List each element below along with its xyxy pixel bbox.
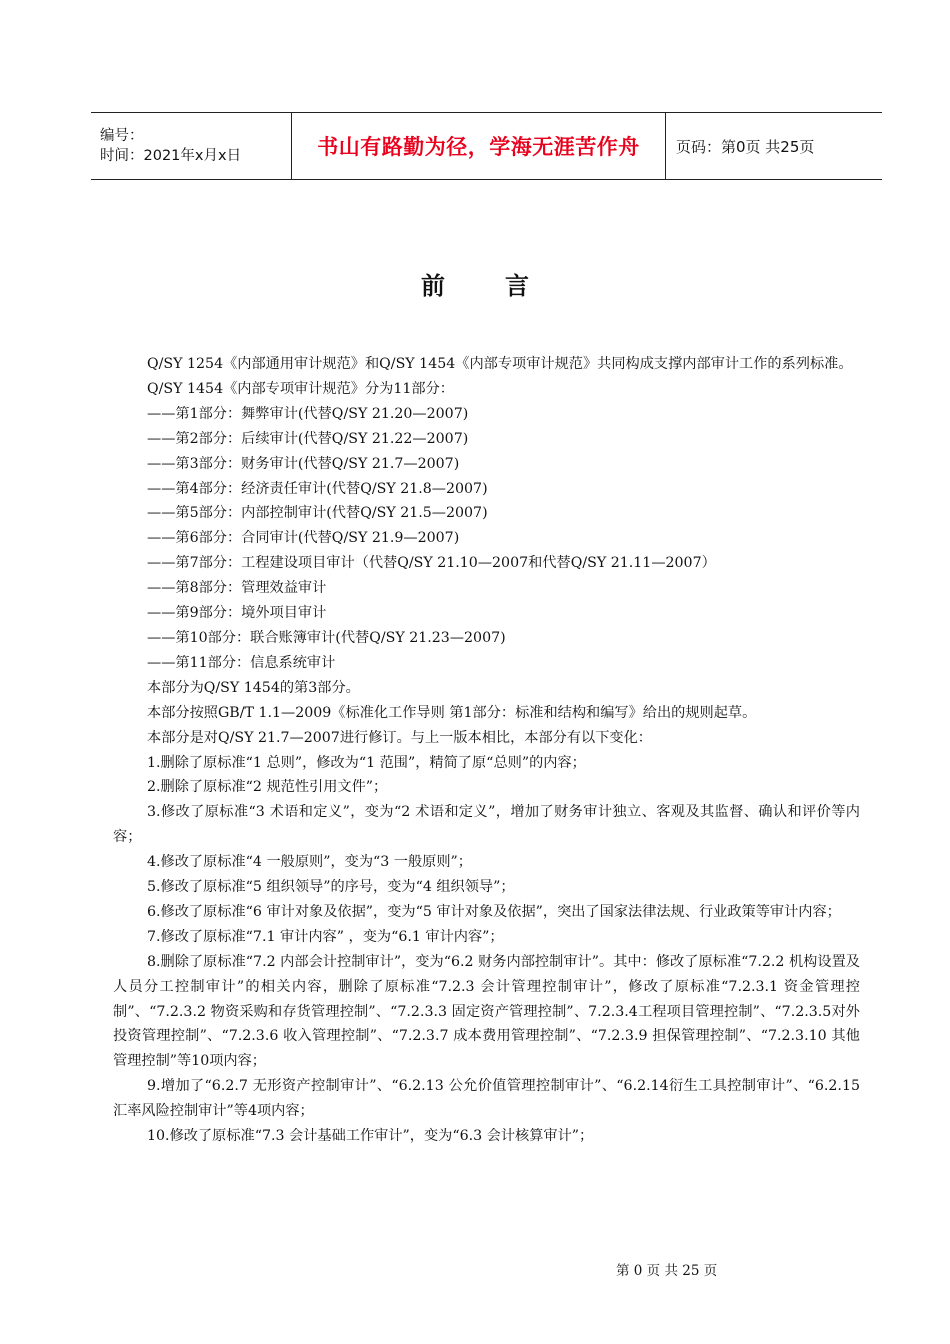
header-meta xyxy=(91,113,292,179)
change-item: 9.增加了“6.2.7 无形资产控制审计”、“6.2.13 公允价值管理控制审计”、“6.2.14衍生工具控制审计”、“6.2.15 汇率风险控制审计”等4项内容； xyxy=(113,1078,860,1120)
number-label: 编号： xyxy=(100,128,144,144)
page-footer: 第 0 页 共 25 页 xyxy=(616,1263,718,1279)
paragraph: 本部分是对Q/SY 21.7—2007进行修订。与上一版本相比，本部分有以下变化： xyxy=(147,729,652,746)
change-item: 2.删除了原标准“2 规范性引用文件”； xyxy=(147,779,388,796)
document-body xyxy=(113,352,860,1149)
change-item: 10.修改了原标准“7.3 会计基础工作审计”，变为“6.3 会计核算审计”； xyxy=(147,1128,594,1145)
time-label: 时间：2021年x月x日 xyxy=(100,148,242,164)
change-item: 8.删除了原标准“7.2 内部会计控制审计”，变为“6.2 财务内部控制审计”。其中：修改了原标准“7.2.2 机构设置及人员分工控制审计”的相关内容，删除了原标准“7.2.3 会计管理控制审计”，修改了原标准“7.2.3.1 资金管理控制”、“7.2.3.2 物资采购和存货管理控制”、“7.2.3.3 固定资产管理控制”、7.2.3.4工程项目管理控制”、“7.2.3.5对外投资管理控制”、“7.2.3.6 收入管理控制”、“7.2.3.7 成本费用管理控制”、“7.2.3.9 担保管理控制”、“7.2.3.10 其他管理控制”等10项内容； xyxy=(113,953,860,1070)
list-item: ——第11部分：信息系统审计 xyxy=(147,654,336,671)
list-item: ——第2部分：后续审计(代替Q/SY 21.22—2007) xyxy=(147,430,469,447)
list-item: ——第5部分：内部控制审计(代替Q/SY 21.5—2007) xyxy=(147,505,488,522)
change-item: 4.修改了原标准“4 一般原则”，变为“3 一般原则”； xyxy=(147,854,472,871)
change-item: 3.修改了原标准“3 术语和定义”，变为“2 术语和定义”，增加了财务审计独立、客观及其监督、确认和评价等内容； xyxy=(113,804,860,846)
change-item: 5.修改了原标准“5 组织领导”的序号，变为“4 组织领导”； xyxy=(147,879,515,896)
change-item: 7.修改了原标准“7.1 审计内容” ，变为“6.1 审计内容”； xyxy=(147,928,504,945)
change-item: 6.修改了原标准“6 审计对象及依据”，变为“5 审计对象及依据”，突出了国家法律法规、行业政策等审计内容； xyxy=(147,903,841,920)
page-label: 页码：第0页 共25页 xyxy=(676,137,815,156)
paragraph: Q/SY 1454《内部专项审计规范》分为11部分： xyxy=(147,380,454,397)
header-page-cell xyxy=(666,113,882,179)
header-motto-cell xyxy=(292,113,666,179)
list-item: ——第10部分：联合账簿审计(代替Q/SY 21.23—2007) xyxy=(147,629,506,646)
motto-text: 书山有路勤为径，学海无涯苦作舟 xyxy=(317,135,640,159)
list-item: ——第8部分：管理效益审计 xyxy=(147,580,327,597)
title-char: 前 xyxy=(421,272,445,300)
list-item: ——第4部分：经济责任审计(代替Q/SY 21.8—2007) xyxy=(147,480,488,497)
change-item: 1.删除了原标准“1 总则”，修改为“1 范围”，精简了原“总则”的内容； xyxy=(147,754,586,771)
list-item: ——第1部分：舞弊审计(代替Q/SY 21.20—2007) xyxy=(147,405,469,422)
paragraph: Q/SY 1254《内部通用审计规范》和Q/SY 1454《内部专项审计规范》共同构成支撑内部审计工作的系列标准。 xyxy=(147,356,853,372)
list-item: ——第9部分：境外项目审计 xyxy=(147,605,327,622)
list-item: ——第3部分：财务审计(代替Q/SY 21.7—2007) xyxy=(147,455,460,472)
paragraph: 本部分为Q/SY 1454的第3部分。 xyxy=(147,679,360,696)
document-header xyxy=(91,112,882,180)
list-item: ——第7部分：工程建设项目审计（代替Q/SY 21.10—2007和代替Q/SY 21.11—2007） xyxy=(147,555,716,572)
page-title xyxy=(0,266,950,301)
paragraph: 本部分按照GB/T 1.1—2009《标准化工作导则 第1部分：标准和结构和编写》给出的规则起草。 xyxy=(147,704,757,721)
title-char: 言 xyxy=(505,272,529,300)
list-item: ——第6部分：合同审计(代替Q/SY 21.9—2007) xyxy=(147,530,460,547)
